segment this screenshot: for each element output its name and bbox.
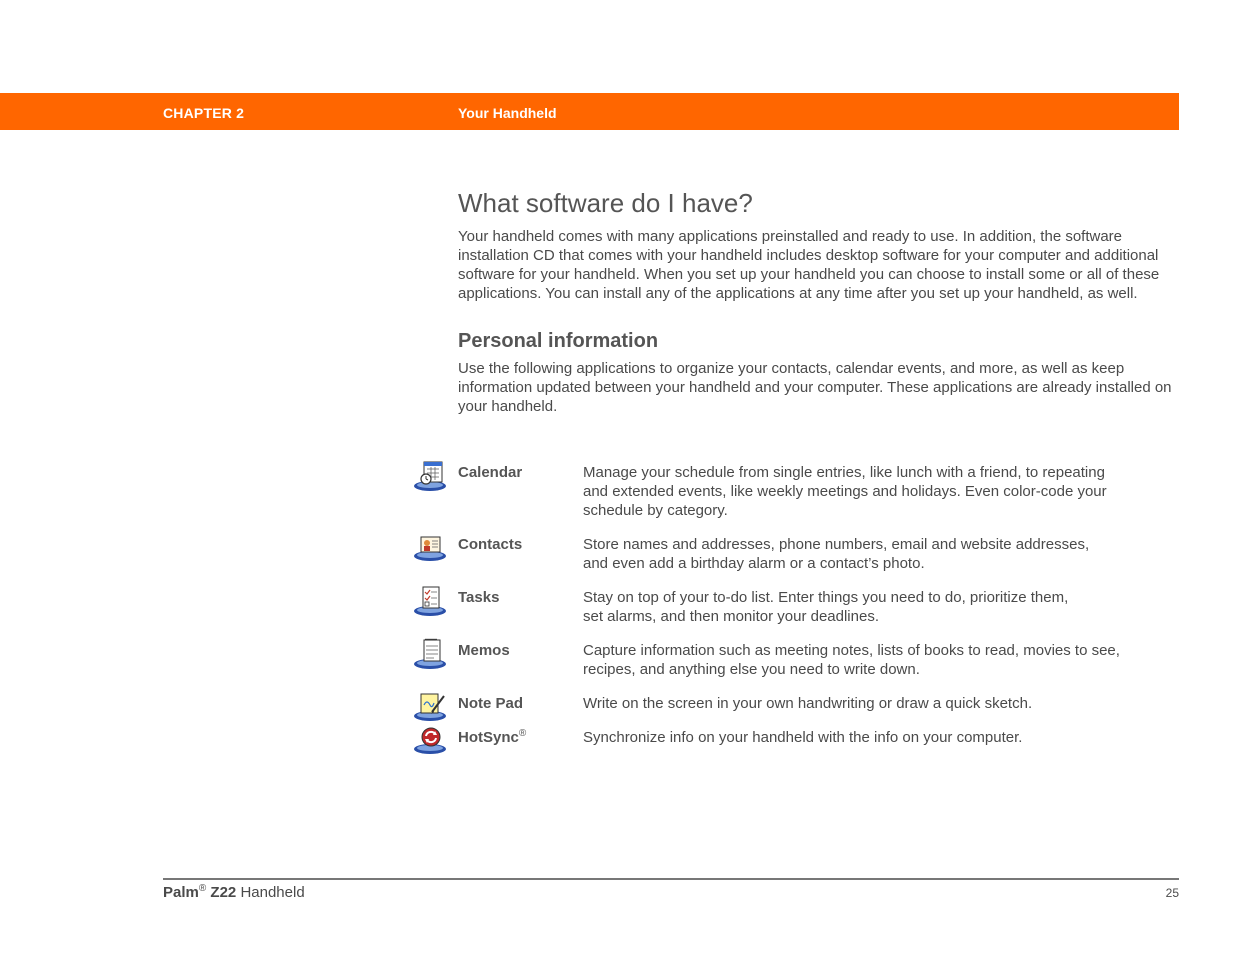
main-content xyxy=(458,185,1178,416)
footer-brand: Palm xyxy=(163,884,199,901)
memos-icon xyxy=(412,637,452,671)
applications-table xyxy=(412,463,1182,762)
footer-product-suffix: Handheld xyxy=(240,884,305,901)
app-row-note-pad xyxy=(412,694,1182,728)
app-desc-memos: Capture information such as meeting notes, lists of books to read, movies to see, recipes, and anything else you need to write down. xyxy=(583,642,1120,678)
section-heading: Personal information xyxy=(458,330,659,352)
app-row-hotsync xyxy=(412,728,1182,762)
app-row-contacts xyxy=(412,535,1182,588)
hotsync-icon xyxy=(412,724,452,758)
app-name-memos: Memos xyxy=(458,642,510,659)
app-row-memos xyxy=(412,641,1182,694)
footer-model: Z22 xyxy=(210,884,237,901)
section-paragraph: Use the following applications to organize your contacts, calendar events, and more, as well as keep information updated between your handheld and your computer. These applications are already installed on your handheld. xyxy=(458,360,1172,415)
calendar-icon xyxy=(412,459,452,493)
app-name-calendar: Calendar xyxy=(458,464,523,481)
app-row-tasks xyxy=(412,588,1182,641)
page-heading: What software do I have? xyxy=(458,188,753,218)
app-desc-calendar: Manage your schedule from single entries, like lunch with a friend, to repeating and extended events, like weekly meetings and holidays. Even color-code your schedule by category. xyxy=(583,464,1107,519)
app-desc-hotsync: Synchronize info on your handheld with the info on your computer. xyxy=(583,729,1023,746)
contacts-icon xyxy=(412,531,452,565)
registered-mark: ® xyxy=(518,728,527,739)
tasks-icon xyxy=(412,584,452,618)
app-desc-tasks: Stay on top of your to-do list. Enter things you need to do, prioritize them, set alarms, and then monitor your deadlines. xyxy=(583,589,1069,625)
page-number: 25 xyxy=(1165,886,1179,900)
chapter-title: Your Handheld xyxy=(458,105,557,121)
app-desc-note-pad: Write on the screen in your own handwriting or draw a quick sketch. xyxy=(583,695,1033,712)
app-row-calendar xyxy=(412,463,1182,535)
note-pad-icon xyxy=(412,690,452,724)
footer-rule xyxy=(163,878,1179,880)
app-name-note-pad: Note Pad xyxy=(458,695,524,712)
app-desc-contacts: Store names and addresses, phone numbers, email and website addresses, and even add a birthday alarm or a contact’s photo. xyxy=(583,536,1090,572)
chapter-label: CHAPTER 2 xyxy=(163,105,245,121)
app-name-contacts: Contacts xyxy=(458,536,523,553)
footer-registered-mark: ® xyxy=(198,883,207,894)
app-name-tasks: Tasks xyxy=(458,589,500,606)
footer-product-name xyxy=(163,884,305,901)
intro-paragraph: Your handheld comes with many applications preinstalled and ready to use. In addition, the software installation CD that comes with your handheld includes desktop software for your computer and additional software for your handheld. When you set up your handheld you can choose to install some or all of these applications. You can install any of the applications at any time after you set up your handheld, as well. xyxy=(458,228,1160,302)
app-name-hotsync: HotSync® xyxy=(458,728,527,746)
